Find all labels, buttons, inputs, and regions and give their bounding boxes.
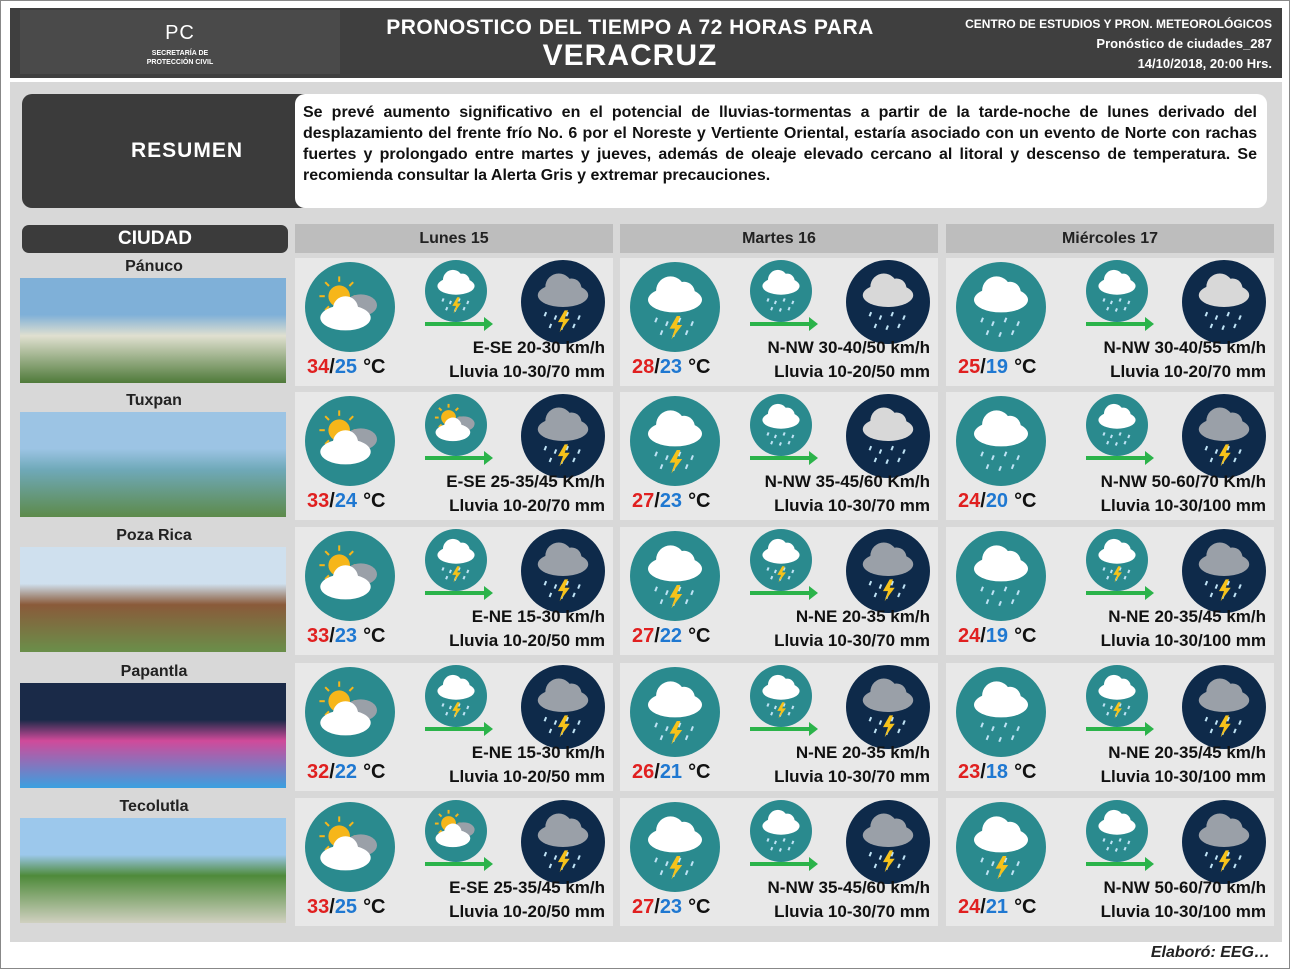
temp-min: 24 xyxy=(334,490,358,512)
temp-max: 27 xyxy=(632,490,655,512)
temp-max: 33 xyxy=(307,625,330,647)
rain-storm-icon xyxy=(425,260,487,322)
temp-unit: °C xyxy=(1014,356,1037,378)
temp-min: 22 xyxy=(334,761,358,783)
rain-icon xyxy=(1086,800,1148,862)
sun-cloud-icon xyxy=(305,802,395,892)
temp-max: 27 xyxy=(632,896,655,918)
temp-separator: / xyxy=(980,761,986,783)
rain-storm-icon xyxy=(1086,529,1148,591)
rain-storm-icon xyxy=(425,665,487,727)
rain-forecast: Lluvia 10-30/100 mm xyxy=(1100,767,1266,786)
wind-arrow-icon xyxy=(750,456,812,460)
rain-icon xyxy=(750,260,812,322)
storm-cloud-icon xyxy=(630,396,720,486)
temperature xyxy=(307,356,386,379)
rain-forecast: Lluvia 10-30/100 mm xyxy=(1100,902,1266,921)
temp-unit: °C xyxy=(363,625,386,647)
temperature xyxy=(307,761,386,784)
rain-icon xyxy=(750,394,812,456)
wind-arrow-icon xyxy=(750,322,812,326)
night-storm-icon xyxy=(1182,800,1266,884)
city-photo xyxy=(20,547,286,652)
forecast-cell xyxy=(620,798,938,926)
temp-unit: °C xyxy=(688,761,711,783)
temp-min: 22 xyxy=(659,625,683,647)
wind-forecast: N-NE 20-35/45 km/h xyxy=(1108,607,1266,626)
temp-separator: / xyxy=(980,625,986,647)
temp-min: 23 xyxy=(659,490,683,512)
wind-forecast: N-NW 30-40/55 km/h xyxy=(1103,338,1266,357)
temperature xyxy=(307,896,386,919)
temp-unit: °C xyxy=(363,761,386,783)
day-header-3: Miércoles 17 xyxy=(946,224,1274,253)
temp-unit: °C xyxy=(363,896,386,918)
wind-rain-info xyxy=(774,741,930,789)
wind-arrow-icon xyxy=(1086,322,1148,326)
sun-cloud-icon xyxy=(425,394,487,456)
city-name: Tecolutla xyxy=(119,798,189,815)
temp-unit: °C xyxy=(363,490,386,512)
header-info xyxy=(965,14,1272,74)
wind-forecast: E-SE 25-35/45 km/h xyxy=(449,878,605,897)
temp-unit: °C xyxy=(688,356,711,378)
forecast-cell xyxy=(295,663,613,791)
temp-separator: / xyxy=(329,356,335,378)
night-storm-icon xyxy=(1182,394,1266,478)
wind-forecast: N-NE 20-35 km/h xyxy=(795,743,930,762)
forecast-cell xyxy=(620,392,938,520)
night-storm-icon xyxy=(846,529,930,613)
temperature xyxy=(632,356,711,379)
rain-cloud-icon xyxy=(956,396,1046,486)
forecast-cell xyxy=(946,392,1274,520)
night-storm-icon xyxy=(521,394,605,478)
rain-icon xyxy=(1086,394,1148,456)
forecast-cell xyxy=(946,527,1274,655)
logo-abbr: PC xyxy=(165,22,195,44)
city-name: Pánuco xyxy=(125,258,183,275)
temp-max: 24 xyxy=(958,896,981,918)
rain-cloud-icon xyxy=(956,667,1046,757)
temp-separator: / xyxy=(654,490,660,512)
forecast-cell xyxy=(620,527,938,655)
temperature xyxy=(632,761,711,784)
city-photo xyxy=(20,412,286,517)
night-storm-icon xyxy=(846,665,930,749)
page-title xyxy=(370,16,890,72)
night-rain-icon xyxy=(846,394,930,478)
temperature xyxy=(958,625,1037,648)
night-storm-icon xyxy=(521,800,605,884)
temp-separator: / xyxy=(980,896,986,918)
summary-label: RESUMEN xyxy=(22,94,352,208)
temperature xyxy=(307,625,386,648)
wind-arrow-icon xyxy=(425,322,487,326)
wind-rain-info xyxy=(1104,336,1267,384)
temp-unit: °C xyxy=(1014,896,1037,918)
forecast-cell xyxy=(295,392,613,520)
temp-unit: °C xyxy=(363,356,386,378)
rain-icon xyxy=(750,800,812,862)
city-name: Poza Rica xyxy=(116,527,192,544)
rain-forecast: Lluvia 10-30/100 mm xyxy=(1100,631,1266,650)
temperature xyxy=(958,761,1037,784)
wind-arrow-icon xyxy=(1086,862,1148,866)
temperature xyxy=(958,356,1037,379)
wind-arrow-icon xyxy=(425,591,487,595)
rain-forecast: Lluvia 10-20/70 mm xyxy=(1110,362,1266,381)
footer-credit: Elaboró: EEG… xyxy=(1150,944,1270,961)
temp-unit: °C xyxy=(1014,490,1037,512)
temp-max: 33 xyxy=(307,490,330,512)
wind-forecast: E-NE 15-30 km/h xyxy=(471,607,605,626)
storm-cloud-icon xyxy=(630,262,720,352)
temp-separator: / xyxy=(654,356,660,378)
wind-forecast: N-NW 35-45/60 Km/h xyxy=(764,472,930,491)
temp-min: 25 xyxy=(334,896,358,918)
city-column-header: CIUDAD xyxy=(22,225,288,253)
night-storm-icon xyxy=(1182,529,1266,613)
temp-unit: °C xyxy=(1014,625,1037,647)
wind-rain-info xyxy=(449,876,605,924)
city-photo xyxy=(20,683,286,788)
temp-max: 28 xyxy=(632,356,655,378)
wind-arrow-icon xyxy=(425,727,487,731)
temp-min: 25 xyxy=(334,356,358,378)
day-header-1: Lunes 15 xyxy=(295,224,613,253)
night-rain-icon xyxy=(1182,260,1266,344)
temp-min: 19 xyxy=(985,625,1009,647)
issue-datetime: 14/10/2018, 20:00 Hrs. xyxy=(1137,56,1272,71)
forecast-cell xyxy=(620,258,938,386)
wind-arrow-icon xyxy=(1086,591,1148,595)
wind-forecast: N-NW 50-60/70 Km/h xyxy=(1100,472,1266,491)
forecast-cell xyxy=(946,798,1274,926)
rain-forecast: Lluvia 10-30/70 mm xyxy=(774,902,930,921)
wind-forecast: N-NW 35-45/60 km/h xyxy=(767,878,930,897)
wind-arrow-icon xyxy=(750,727,812,731)
rain-forecast: Lluvia 10-30/100 mm xyxy=(1100,496,1266,515)
temp-max: 23 xyxy=(958,761,981,783)
sun-cloud-icon xyxy=(305,667,395,757)
storm-cloud-icon xyxy=(630,667,720,757)
forecast-cell xyxy=(946,258,1274,386)
temp-min: 19 xyxy=(985,356,1009,378)
wind-forecast: N-NE 20-35/45 km/h xyxy=(1108,743,1266,762)
rain-icon xyxy=(1086,260,1148,322)
logo xyxy=(20,10,340,74)
temp-unit: °C xyxy=(688,490,711,512)
wind-rain-info xyxy=(768,876,931,924)
forecast-cell xyxy=(620,663,938,791)
temp-max: 26 xyxy=(632,761,655,783)
temp-separator: / xyxy=(329,625,335,647)
night-storm-icon xyxy=(846,800,930,884)
wind-forecast: E-NE 15-30 km/h xyxy=(471,743,605,762)
logo-org: SECRETARÍA DE PROTECCIÓN CIVIL xyxy=(146,50,214,66)
rain-forecast: Lluvia 10-20/70 mm xyxy=(449,496,605,515)
rain-storm-icon xyxy=(750,665,812,727)
city-photo xyxy=(20,278,286,383)
wind-arrow-icon xyxy=(425,862,487,866)
sun-cloud-icon xyxy=(425,800,487,862)
rain-cloud-icon xyxy=(956,262,1046,352)
temp-max: 33 xyxy=(307,896,330,918)
rain-forecast: Lluvia 10-30/70 mm xyxy=(774,496,930,515)
temp-min: 23 xyxy=(659,896,683,918)
wind-arrow-icon xyxy=(1086,727,1148,731)
wind-forecast: N-NE 20-35 km/h xyxy=(795,607,930,626)
rain-forecast: Lluvia 10-30/70 mm xyxy=(774,631,930,650)
sun-cloud-icon xyxy=(305,262,395,352)
temp-max: 32 xyxy=(307,761,330,783)
temp-separator: / xyxy=(980,490,986,512)
temperature xyxy=(632,896,711,919)
wind-arrow-icon xyxy=(425,456,487,460)
temp-min: 23 xyxy=(334,625,358,647)
wind-rain-info xyxy=(449,336,605,384)
temp-separator: / xyxy=(329,761,335,783)
storm-cloud-icon xyxy=(630,802,720,892)
sun-cloud-icon xyxy=(305,531,395,621)
temperature xyxy=(958,490,1037,513)
temp-unit: °C xyxy=(688,625,711,647)
temperature xyxy=(632,490,711,513)
forecast-cell xyxy=(295,258,613,386)
forecast-cell xyxy=(946,663,1274,791)
temp-min: 20 xyxy=(985,490,1009,512)
wind-rain-info xyxy=(765,470,930,518)
rain-forecast: Lluvia 10-30/70 mm xyxy=(774,767,930,786)
temp-min: 23 xyxy=(659,356,683,378)
wind-rain-info xyxy=(1101,741,1266,789)
temp-max: 25 xyxy=(958,356,981,378)
center-name: CENTRO DE ESTUDIOS Y PRON. METEOROLÓGICOS xyxy=(965,17,1272,31)
temp-unit: °C xyxy=(1014,761,1037,783)
wind-forecast: N-NW 30-40/50 km/h xyxy=(767,338,930,357)
temperature xyxy=(307,490,386,513)
wind-arrow-icon xyxy=(1086,456,1148,460)
temp-separator: / xyxy=(329,490,335,512)
night-storm-icon xyxy=(521,260,605,344)
temperature xyxy=(632,625,711,648)
city-photo xyxy=(20,818,286,923)
temp-unit: °C xyxy=(688,896,711,918)
rain-forecast: Lluvia 10-20/50 mm xyxy=(774,362,930,381)
night-storm-icon xyxy=(521,529,605,613)
night-storm-icon xyxy=(521,665,605,749)
wind-rain-info xyxy=(1101,876,1266,924)
temp-separator: / xyxy=(329,896,335,918)
temp-min: 21 xyxy=(659,761,683,783)
rain-forecast: Lluvia 10-30/70 mm xyxy=(449,362,605,381)
temp-max: 34 xyxy=(307,356,330,378)
wind-rain-info xyxy=(449,605,605,653)
temp-max: 24 xyxy=(958,625,981,647)
rain-forecast: Lluvia 10-20/50 mm xyxy=(449,631,605,650)
product-name: Pronóstico de ciudades_287 xyxy=(1096,36,1272,51)
day-header-2: Martes 16 xyxy=(620,224,938,253)
wind-forecast: E-SE 20-30 km/h xyxy=(472,338,605,357)
wind-forecast: N-NW 50-60/70 km/h xyxy=(1103,878,1266,897)
temp-max: 24 xyxy=(958,490,981,512)
city-name: Tuxpan xyxy=(126,392,182,409)
temperature xyxy=(958,896,1037,919)
wind-rain-info xyxy=(1101,605,1266,653)
sun-cloud-icon xyxy=(305,396,395,486)
wind-rain-info xyxy=(1101,470,1266,518)
rain-forecast: Lluvia 10-20/50 mm xyxy=(449,767,605,786)
night-rain-icon xyxy=(846,260,930,344)
night-storm-icon xyxy=(1182,665,1266,749)
temp-separator: / xyxy=(654,761,660,783)
wind-rain-info xyxy=(446,470,605,518)
temp-max: 27 xyxy=(632,625,655,647)
city-name: Papantla xyxy=(120,663,188,680)
rain-storm-icon xyxy=(1086,665,1148,727)
header-bar xyxy=(10,8,1282,78)
temp-separator: / xyxy=(654,625,660,647)
temp-min: 18 xyxy=(985,761,1009,783)
storm-cloud-icon xyxy=(630,531,720,621)
wind-rain-info xyxy=(768,336,931,384)
temp-separator: / xyxy=(980,356,986,378)
title-line2: VERACRUZ xyxy=(542,39,718,72)
wind-rain-info xyxy=(774,605,930,653)
wind-arrow-icon xyxy=(750,862,812,866)
rain-storm-icon xyxy=(425,529,487,591)
rain-forecast: Lluvia 10-20/50 mm xyxy=(449,902,605,921)
forecast-cell xyxy=(295,798,613,926)
wind-rain-info xyxy=(449,741,605,789)
title-line1: PRONOSTICO DEL TIEMPO A 72 HORAS PARA xyxy=(386,16,874,39)
forecast-cell xyxy=(295,527,613,655)
summary-text: Se prevé aumento significativo en el potencial de lluvias-tormentas a partir de la tarde-noche de lunes derivado del desplazamiento del frente frío No. 6 por el Noreste y Vertiente Oriental, estaría asociado con un evento de Norte con rachas fuertes y prolongado entre martes y jueves, además de oleaje elevado cercano al litoral y descenso de temperatura. Se recomienda consultar la Alerta Gris y extremar precauciones. xyxy=(295,94,1267,208)
storm-cloud-icon xyxy=(956,802,1046,892)
rain-storm-icon xyxy=(750,529,812,591)
rain-cloud-icon xyxy=(956,531,1046,621)
wind-arrow-icon xyxy=(750,591,812,595)
wind-forecast: E-SE 25-35/45 Km/h xyxy=(446,472,605,491)
temp-separator: / xyxy=(654,896,660,918)
temp-min: 21 xyxy=(985,896,1009,918)
